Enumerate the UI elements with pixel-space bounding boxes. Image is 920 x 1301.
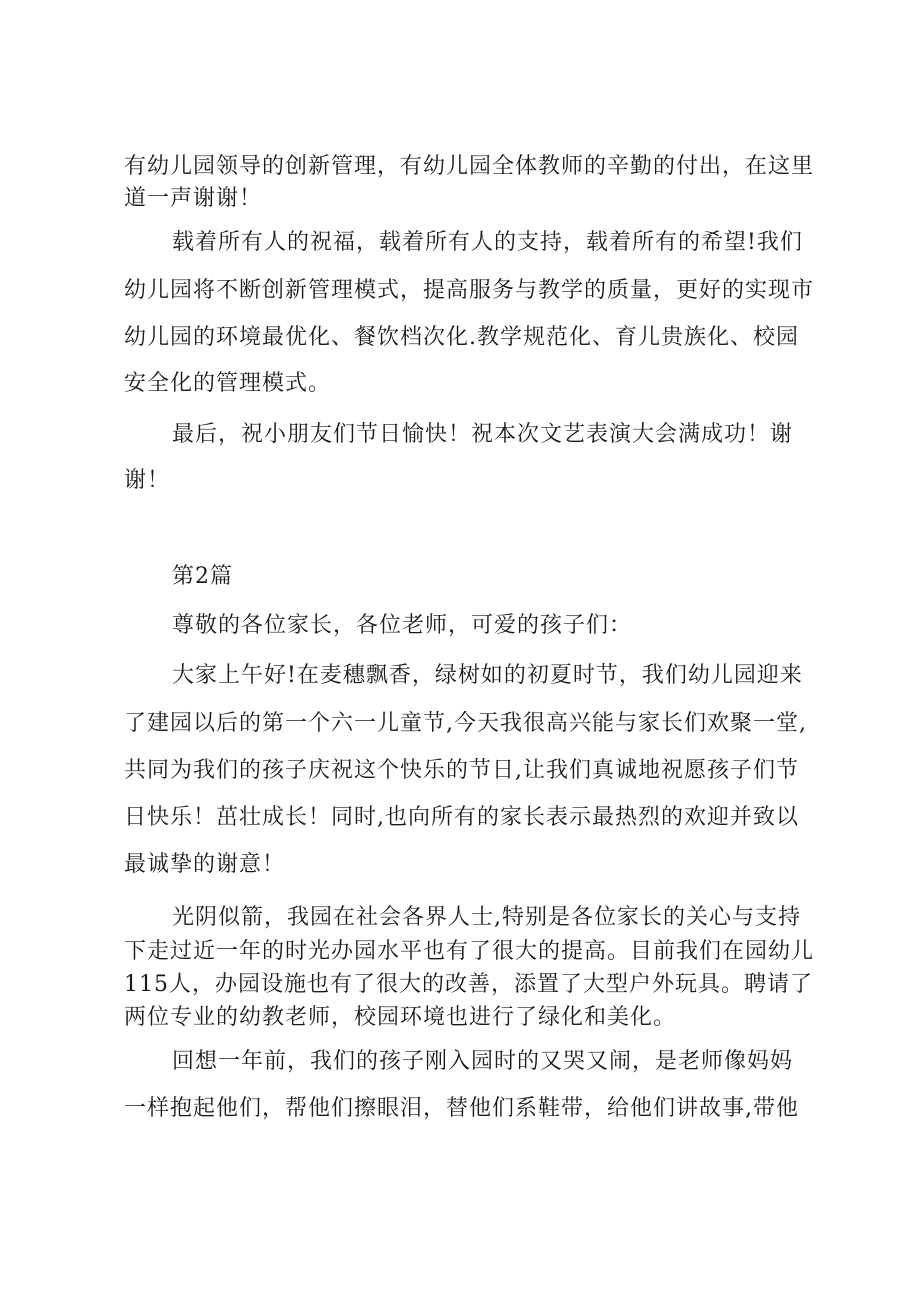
paragraph-line: 幼儿园将不断创新管理模式，提高服务与教学的质量，更好的实现市 xyxy=(124,278,815,303)
paragraph-line: 一样抱起他们，帮他们擦眼泪，替他们系鞋带，给他们讲故事,带他 xyxy=(124,1096,799,1121)
paragraph-line: 最后，祝小朋友们节日愉快！祝本次文艺表演大会满成功！谢 xyxy=(172,422,794,447)
paragraph-line: 光阴似箭，我园在社会各界人士,特别是各位家长的关心与支持 xyxy=(172,905,801,930)
paragraph-line: 日快乐！茁壮成长！同时,也向所有的家长表示最热烈的欢迎并致以 xyxy=(124,805,799,830)
salutation: 尊敬的各位家长，各位老师，可爱的孩子们： xyxy=(172,613,633,638)
paragraph-line: 载着所有人的祝福，载着所有人的支持，载着所有的希望!我们 xyxy=(172,230,803,255)
paragraph-line: 道一声谢谢！ xyxy=(124,186,263,211)
paragraph-line: 最诚挚的谢意！ xyxy=(124,852,286,877)
paragraph-line: 共同为我们的孩子庆祝这个快乐的节日,让我们真诚地祝愿孩子们节 xyxy=(124,758,799,783)
paragraph-line: 幼儿园的环境最优化、餐饮档次化.教学规范化、育儿贵族化、校园 xyxy=(124,325,799,350)
paragraph-line: 两位专业的幼教老师，校园环境也进行了绿化和美化。 xyxy=(124,1005,677,1030)
paragraph-line: 安全化的管理模式。 xyxy=(124,371,332,396)
paragraph-line: 有幼儿园领导的创新管理，有幼儿园全体教师的辛勤的付出，在这里 xyxy=(124,154,815,179)
paragraph-line: 回想一年前，我们的孩子刚入园时的又哭又闹，是老师像妈妈 xyxy=(172,1049,794,1074)
paragraph-line: 谢！ xyxy=(124,468,171,493)
section-title: 第2篇 xyxy=(172,564,233,589)
paragraph-line: 下走过近一年的时光办园水平也有了很大的提高。目前我们在园幼儿 xyxy=(124,939,815,964)
paragraph-line: 了建园以后的第一个六一儿童节,今天我很高兴能与家长们欢聚一堂, xyxy=(124,711,807,736)
paragraph-line: 大家上午好!在麦穗飘香，绿树如的初夏时节，我们幼儿园迎来 xyxy=(172,663,803,688)
paragraph-line: 115人，办园设施也有了很大的改善，添置了大型户外玩具。聘请了 xyxy=(124,972,813,997)
